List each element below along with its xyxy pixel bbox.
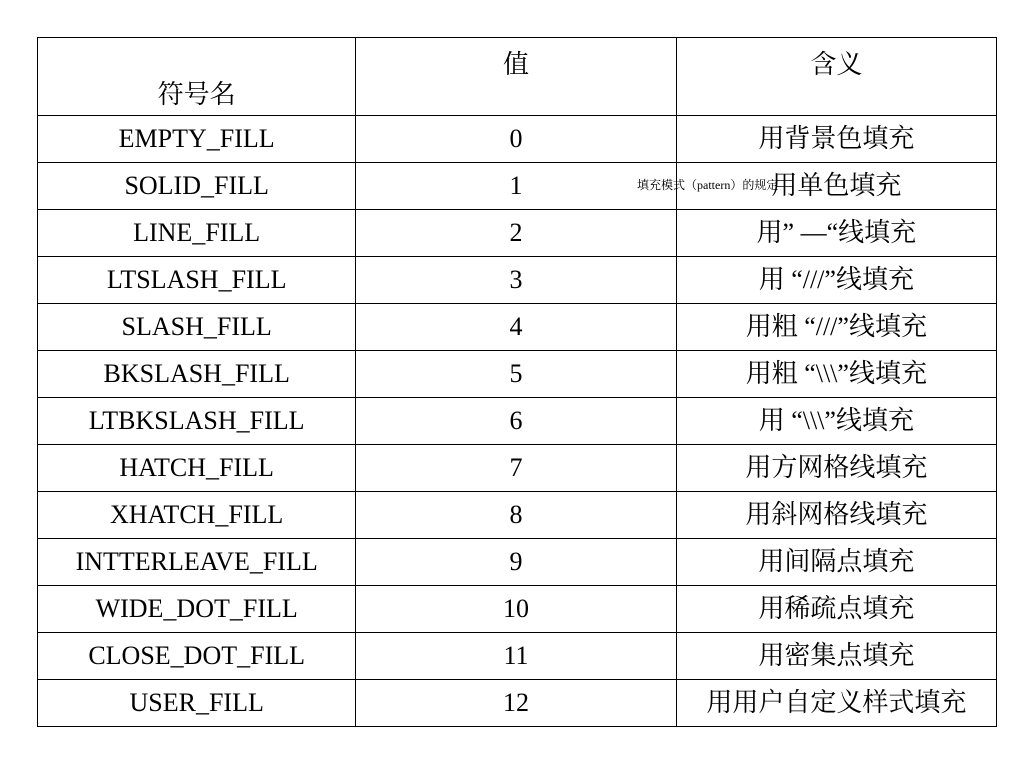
- cell-value: 3: [356, 257, 676, 304]
- cell-value: 2: [356, 210, 676, 257]
- table-row: [38, 633, 997, 680]
- table-caption: 填充模式（pattern）的规定: [637, 178, 779, 192]
- cell-symbol-name: INTTERLEAVE_FILL: [38, 539, 356, 586]
- cell-symbol-name: LTBKSLASH_FILL: [38, 398, 356, 445]
- cell-value: 8: [356, 492, 676, 539]
- cell-symbol-name: BKSLASH_FILL: [38, 351, 356, 398]
- cell-symbol-name: SOLID_FILL: [38, 163, 356, 210]
- cell-symbol-name: SLASH_FILL: [38, 304, 356, 351]
- cell-value: 0: [356, 116, 676, 163]
- cell-symbol-name: XHATCH_FILL: [38, 492, 356, 539]
- cell-meaning: 用稀疏点填充: [676, 586, 996, 633]
- table-row: [38, 304, 997, 351]
- cell-value: 5: [356, 351, 676, 398]
- cell-meaning: 用背景色填充: [676, 116, 996, 163]
- table-row: [38, 492, 997, 539]
- header-cell-name: [38, 38, 356, 116]
- table-row: [38, 116, 997, 163]
- cell-meaning: 用密集点填充: [676, 633, 996, 680]
- table-row: [38, 257, 997, 304]
- table-header-row: [38, 38, 997, 116]
- cell-value: 1: [356, 163, 676, 210]
- header-name-label: 符号名: [157, 80, 236, 109]
- cell-value: 12: [356, 680, 676, 727]
- cell-meaning: 用间隔点填充: [676, 539, 996, 586]
- cell-meaning: 用 “\\\”线填充: [676, 398, 996, 445]
- cell-symbol-name: WIDE_DOT_FILL: [38, 586, 356, 633]
- table-row: [38, 163, 997, 210]
- cell-symbol-name: USER_FILL: [38, 680, 356, 727]
- cell-value: 10: [356, 586, 676, 633]
- cell-symbol-name: EMPTY_FILL: [38, 116, 356, 163]
- cell-symbol-name: HATCH_FILL: [38, 445, 356, 492]
- cell-symbol-name: CLOSE_DOT_FILL: [38, 633, 356, 680]
- cell-meaning: 用斜网格线填充: [676, 492, 996, 539]
- cell-value: 7: [356, 445, 676, 492]
- header-value-label: 值: [502, 50, 529, 79]
- cell-meaning: 用粗 “///”线填充: [676, 304, 996, 351]
- table-row: [38, 586, 997, 633]
- cell-symbol-name: LINE_FILL: [38, 210, 356, 257]
- header-cell-meaning: [676, 38, 996, 116]
- cell-meaning: 用单色填充: [676, 163, 996, 210]
- table-row: [38, 210, 997, 257]
- cell-value: 9: [356, 539, 676, 586]
- cell-meaning: 用” —“线填充: [676, 210, 996, 257]
- cell-value: 4: [356, 304, 676, 351]
- header-cell-value: [356, 38, 676, 116]
- table-row: [38, 351, 997, 398]
- cell-meaning: 用粗 “\\\”线填充: [676, 351, 996, 398]
- cell-meaning: 用 “///”线填充: [676, 257, 996, 304]
- header-meaning-label: 含义: [810, 50, 863, 79]
- cell-value: 11: [356, 633, 676, 680]
- cell-meaning: 用方网格线填充: [676, 445, 996, 492]
- cell-symbol-name: LTSLASH_FILL: [38, 257, 356, 304]
- cell-meaning: 用用户自定义样式填充: [676, 680, 996, 727]
- table-row: [38, 680, 997, 727]
- table-row: [38, 539, 997, 586]
- table-row: [38, 398, 997, 445]
- cell-value: 6: [356, 398, 676, 445]
- table-row: [38, 445, 997, 492]
- fill-pattern-table: [37, 37, 997, 727]
